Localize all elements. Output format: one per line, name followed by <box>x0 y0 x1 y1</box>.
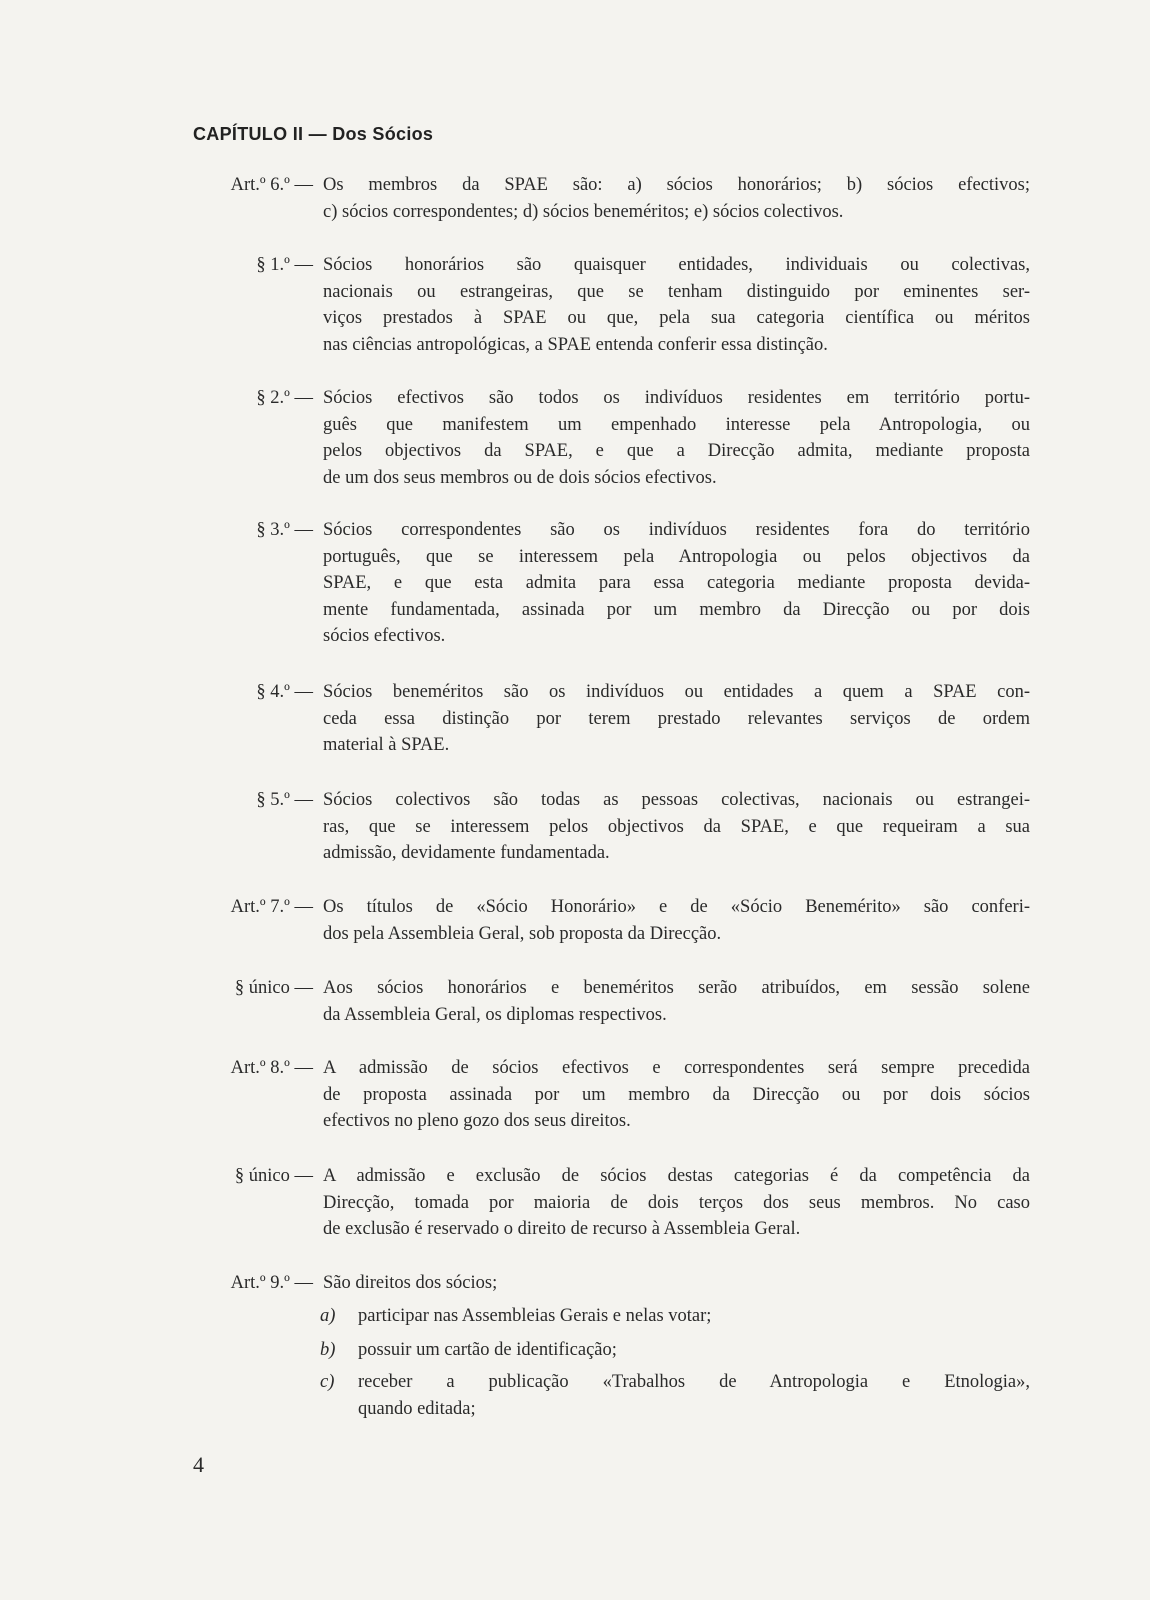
text-line: português, que se interessem pela Antropologia ou pelos objectivos da <box>323 546 1030 567</box>
text-line: nas ciências antropológicas, a SPAE entenda conferir essa distinção. <box>323 334 828 355</box>
text-line: Sócios honorários são quaisquer entidades, individuais ou colectivas, <box>323 255 1030 275</box>
text-line: Aos sócios honorários e beneméritos serão atribuídos, em sessão solene <box>323 978 1030 998</box>
text-line: guês que manifestem um empenhado interesse pela Antropologia, ou <box>323 414 1030 435</box>
text-line: dos pela Assembleia Geral, sob proposta da Direcção. <box>323 923 722 944</box>
text-line: Sócios beneméritos são os indivíduos ou entidades a quem a SPAE con- <box>323 682 1030 702</box>
paragraph-text <box>323 517 1030 650</box>
text-line: de um dos seus membros ou de dois sócios efectivos. <box>323 467 717 488</box>
text-line: Direcção, tomada por maioria de dois terços dos seus membros. No caso <box>323 1192 1030 1213</box>
article-text <box>323 1055 1030 1135</box>
text-line: mente fundamentada, assinada por um membro da Direcção ou por dois <box>323 599 1030 620</box>
text-line: Sócios efectivos são todos os indivíduos residentes em território portu- <box>323 388 1030 408</box>
paragraph-text <box>323 975 1030 1028</box>
text-line: receber a publicação «Trabalhos de Antropologia e Etnologia», <box>358 1372 1030 1392</box>
item-text <box>358 1303 1030 1330</box>
page-number: 4 <box>193 1452 204 1477</box>
paragraph-label: § 2.º — <box>256 388 313 408</box>
text-line: efectivos no pleno gozo dos seus direitos. <box>323 1111 631 1131</box>
text-line: material à SPAE. <box>323 735 450 755</box>
text-line: pelos objectivos da SPAE, e que a Direcção admita, mediante proposta <box>323 441 1030 461</box>
article-text <box>323 172 1030 225</box>
item-letter: a) <box>320 1306 336 1326</box>
paragraph-text <box>323 252 1030 358</box>
text-line: SPAE, e que esta admita para essa categoria mediante proposta devida- <box>323 573 1030 593</box>
item-letter: c) <box>320 1372 335 1392</box>
text-line: participar nas Assembleias Gerais e nelas votar; <box>358 1306 712 1326</box>
paragraph-label: § único — <box>234 978 313 998</box>
article-label: Art.º 7.º — <box>230 897 313 917</box>
text-line: Os títulos de «Sócio Honorário» e de «Sócio Benemérito» são conferi- <box>323 897 1030 917</box>
article-text <box>323 1270 1030 1297</box>
text-line: A admissão e exclusão de sócios destas categorias é da competência da <box>323 1166 1030 1186</box>
article-text <box>323 894 1030 947</box>
article-label: Art.º 9.º — <box>230 1273 313 1293</box>
article-label: Art.º 6.º — <box>230 175 313 195</box>
article-label: Art.º 8.º — <box>230 1058 313 1078</box>
text-line: c) sócios correspondentes; d) sócios beneméritos; e) sócios colectivos. <box>323 201 844 222</box>
paragraph-label: § 1.º — <box>256 255 313 275</box>
paragraph-label: § 4.º — <box>256 682 313 702</box>
text-line: Os membros da SPAE são: a) sócios honorários; b) sócios efectivos; <box>323 175 1030 195</box>
item-text <box>358 1369 1030 1422</box>
paragraph-label: § 3.º — <box>256 520 313 540</box>
text-line: da Assembleia Geral, os diplomas respectivos. <box>323 1004 667 1025</box>
text-line: quando editada; <box>358 1398 476 1419</box>
text-line: nacionais ou estrangeiras, que se tenham distinguido por eminentes ser- <box>323 281 1030 302</box>
text-line: de proposta assinada por um membro da Direcção ou por dois sócios <box>323 1084 1030 1105</box>
paragraph-label: § 5.º — <box>256 790 313 810</box>
text-line: Sócios correspondentes são os indivíduos residentes fora do território <box>323 520 1030 540</box>
text-line: admissão, devidamente fundamentada. <box>323 843 610 863</box>
text-line: ceda essa distinção por terem prestado relevantes serviços de ordem <box>323 708 1030 729</box>
item-letter: b) <box>320 1340 336 1360</box>
text-line: sócios efectivos. <box>323 626 446 646</box>
paragraph-label: § único — <box>234 1166 313 1186</box>
paragraph-text <box>323 385 1030 491</box>
text-line: ras, que se interessem pelos objectivos da SPAE, e que requeiram a sua <box>323 816 1030 837</box>
text-line: Sócios colectivos são todas as pessoas colectivas, nacionais ou estrangei- <box>323 790 1030 810</box>
paragraph-text <box>323 787 1030 867</box>
text-line: A admissão de sócios efectivos e correspondentes será sempre precedida <box>323 1058 1030 1078</box>
text-line: possuir um cartão de identificação; <box>358 1340 617 1360</box>
text-line: São direitos dos sócios; <box>323 1273 498 1293</box>
paragraph-text <box>323 1163 1030 1243</box>
text-line: viços prestados à SPAE ou que, pela sua categoria científica ou méritos <box>323 308 1030 328</box>
item-text <box>358 1337 1030 1364</box>
chapter-title: CAPÍTULO II — Dos Sócios <box>193 124 434 144</box>
text-line: de exclusão é reservado o direito de recurso à Assembleia Geral. <box>323 1219 801 1239</box>
paragraph-text <box>323 679 1030 759</box>
